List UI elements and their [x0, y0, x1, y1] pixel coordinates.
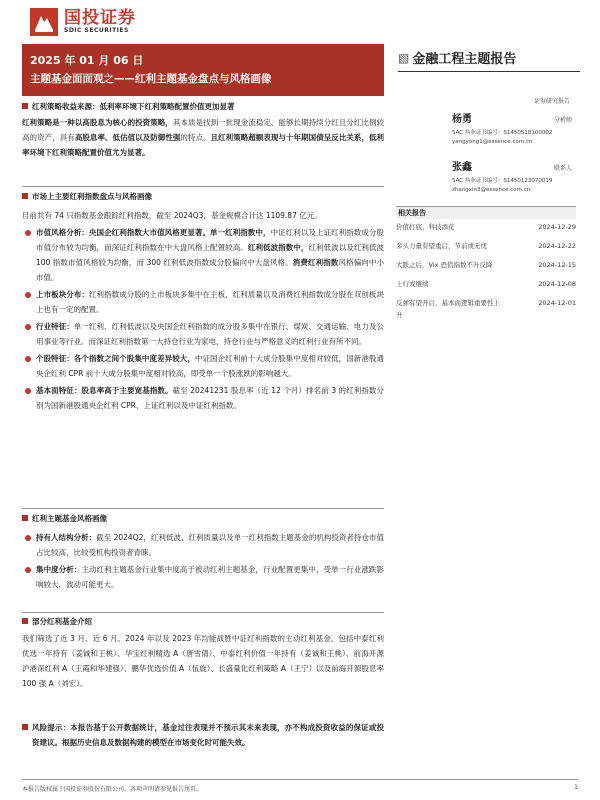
analyst-email[interactable]: zhangxin3@essence.com.cn: [452, 187, 531, 193]
report-title: 主题基金面面观之——红利主题基金盘点与风格画像: [30, 73, 272, 85]
report-type-header: [398, 44, 580, 72]
report-type-sub: 证券研究报告: [533, 98, 570, 105]
item-bold: 消费红利指数: [292, 258, 339, 267]
bullet-list: [22, 225, 384, 413]
section-paragraph: [22, 115, 384, 160]
divider: [22, 508, 384, 509]
list-item: [36, 562, 384, 592]
report-date: 2025 年 01 月 06 日: [30, 54, 144, 67]
para-bold: 红利策略是一种以高股息为核心的投资策略，: [22, 118, 173, 127]
section-heading: [22, 190, 384, 202]
footer-divider: [22, 779, 578, 780]
risk-text: 风险提示：本报告基于公开数据统计，基金过往表现并不预示其未来表现，亦不构成投资收益的保证或投资建议。根据历史信息及数据构建的模型在市场变化时可能失效。: [32, 723, 384, 747]
analyst-role: 联系人: [553, 165, 572, 172]
analyst-role: 分析师: [553, 117, 572, 124]
section-title: 红利主题基金风格画像: [32, 513, 107, 523]
section-risk: [22, 720, 384, 750]
related-reports-list: [396, 221, 576, 328]
para-text: 其本质是找到一批现金流稳定、能够长期持续分红且分红比例较高的资产，具有: [22, 118, 385, 142]
item-text: 主动红利主题基金行业集中度高于被动红利主题基金，行业配置更集中，受单一行业涨跌影响较大，波动可能更大。: [36, 565, 385, 589]
section-paragraph: 我们筛选了近 3 月、近 6 月、2024 年以及 2023 年均能战胜中证红利指数的主动红利基金，包括中泰红利优选一年持有（姜诚和王桃）、华宝红利精选 A（唐雪倩）、中泰红利价值一年持有（姜诚和王桃）、前海开源沪港深红利 A（王霞和华建强）、鹏华优选价值 A（伍旋）、长盛量化红利策略 A（王宁）以及前海开源股息率 100 强 A（刘宏）。: [22, 634, 384, 688]
divider: [22, 186, 384, 187]
related-report-item[interactable]: [396, 259, 576, 271]
item-text: 中证国企红利前十大成分股集中度相对较低，国新港股通央企红利 CPR 前十大成分股集中度相对较高，即受单一个股涨跌的影响越大。: [36, 354, 385, 378]
report-doc-icon: ▧: [398, 50, 410, 65]
item-text: 风格偏向中小市值。: [36, 258, 385, 282]
related-report-item[interactable]: [396, 278, 576, 290]
analyst-card: [452, 110, 572, 145]
section-fund-intro: [22, 615, 384, 691]
list-item: [36, 530, 384, 560]
related-report-title[interactable]: 多头力量有望重启，节前或无忧: [396, 242, 487, 250]
bullet-list: [22, 530, 384, 592]
para-bold: 高股息率、低估值以及防御性强: [74, 133, 181, 142]
section-title: 市场上主要红利指数盘点与风格画像: [32, 191, 152, 201]
para-text: 的特点。: [180, 133, 211, 142]
related-report-item[interactable]: [396, 297, 576, 321]
section-title: 红利策略收益来源：低利率环境下红利策略配置价值更加显著: [32, 101, 235, 111]
item-text: 中证红利以及上证红利指数成分股市值分布较为均衡，而深证红利指数在中大盘风格上配置较高。: [36, 228, 385, 252]
related-report-item[interactable]: [396, 221, 576, 233]
item-text: 截至 20241231 股息率（近 12 个月）排名前 3 的红利指数分别为国新港股通央企红利 CPR、上证红利以及中证红利指数。: [36, 386, 385, 410]
analyst-license: SAC 执业证书编号：S1450123070019: [452, 178, 553, 184]
related-report-item[interactable]: [396, 240, 576, 252]
section-fund-style: [22, 512, 384, 594]
item-text: 截至 2024Q2，红利低波、红利质量以及单一红利指数主题基金的机构投资者持仓市值占比较高，比较受机构投资者青睐。: [36, 533, 385, 557]
analyst-email[interactable]: yangyong1@essence.com.cn: [452, 139, 533, 145]
related-report-date: 2024-12-15: [538, 261, 576, 269]
item-bold: 上市板块分布：: [36, 290, 89, 299]
title-banner: [22, 44, 384, 96]
page-footer: [22, 784, 578, 793]
item-bold: 持有人结构分析：: [36, 533, 97, 542]
item-bold: 个股特征：各个指数之间个股集中度差异较大，: [36, 354, 195, 363]
list-item: [36, 287, 384, 317]
item-text: 单一红利、红利低波以及央国企红利指数的成分股多集中在银行、煤炭、交通运输、电力及公用事业等行业。而深证红利指数第一大持仓行业为家电，持仓行业与严格意义的红利行业有所不同。: [36, 322, 385, 346]
related-report-date: 2024-12-22: [538, 242, 576, 250]
item-text: 红利低波以及红利低波 100 指数市值风格较为均衡，而 300 红利低波指数成分股偏向中大盘风格。: [36, 243, 385, 267]
list-item: [36, 225, 384, 285]
footer-disclaimer: 本报告版权属于国投证券股份有限公司，各项声明请参见报告尾页。: [22, 786, 203, 793]
section-marker-icon: [22, 515, 28, 521]
related-report-title[interactable]: 价值打底，科技添花: [396, 223, 455, 231]
section-dividend-source: [22, 100, 384, 160]
brand-name-en: SDIC SECURITIES: [64, 27, 129, 34]
brand-name-cn: 国投证券: [64, 8, 136, 28]
section-marker-icon: [22, 193, 28, 199]
analyst-license: SAC 执业证书编号：S1450518100002: [452, 130, 553, 136]
list-item: [36, 319, 384, 349]
risk-paragraph: [22, 720, 384, 750]
analyst-name: 杨勇: [452, 114, 472, 125]
section-marker-icon: [22, 103, 28, 109]
page-number: 1: [574, 784, 578, 791]
brand-logo: [30, 8, 136, 36]
section-heading: [22, 615, 384, 627]
section-paragraph: 目前共有 74 只指数基金跟踪红利指数，截至 2024Q3，基金规模合计达 1109.87 亿元。: [22, 211, 322, 220]
item-bold: 红利低波指数中，: [247, 243, 309, 252]
item-bold: 集中度分析：: [36, 565, 82, 574]
related-report-title[interactable]: 上行或继续: [396, 280, 429, 288]
analyst-card: [452, 158, 572, 193]
related-report-title[interactable]: 反弹有望开启，基本面逻辑重要性上升: [396, 299, 500, 319]
section-marker-icon: [22, 724, 28, 730]
divider: [22, 612, 384, 613]
item-bold: 市值风格分析：央国企红利指数大市值风格更显著。单一红利指数中，: [36, 228, 271, 237]
section-title: 部分红利基金介绍: [32, 616, 92, 626]
para-bold: 且红利策略超额表现与十年期国债呈反比关系，低利率环境下红利策略配置价值尤为显著。: [22, 133, 385, 157]
related-report-date: 2024-12-08: [538, 280, 576, 288]
related-reports-header: 相关报告: [396, 206, 576, 219]
section-heading: [22, 512, 384, 524]
item-text: 红利指数成分股的上市板块多集中在主板，红利质量以及消费红利指数成分股在双创板块上也有一定的配置。: [36, 290, 384, 314]
list-item: [36, 351, 384, 381]
item-bold: 基本面特征：股息率高于主要宽基指数。: [36, 386, 173, 395]
report-type-title: 金融工程主题报告: [412, 52, 517, 67]
analyst-name: 张鑫: [452, 162, 472, 173]
item-bold: 行业特征：: [36, 322, 74, 331]
section-index-review: [22, 190, 384, 415]
related-report-date: 2024-12-29: [538, 223, 576, 231]
related-report-date: 2024-12-01: [538, 299, 576, 307]
related-report-title[interactable]: 大跌之后，Vix 恐慌指数不升反降: [396, 261, 493, 269]
section-marker-icon: [22, 618, 28, 624]
list-item: [36, 383, 384, 413]
section-heading: [22, 100, 384, 112]
brand-logo-mark-icon: [30, 8, 58, 36]
